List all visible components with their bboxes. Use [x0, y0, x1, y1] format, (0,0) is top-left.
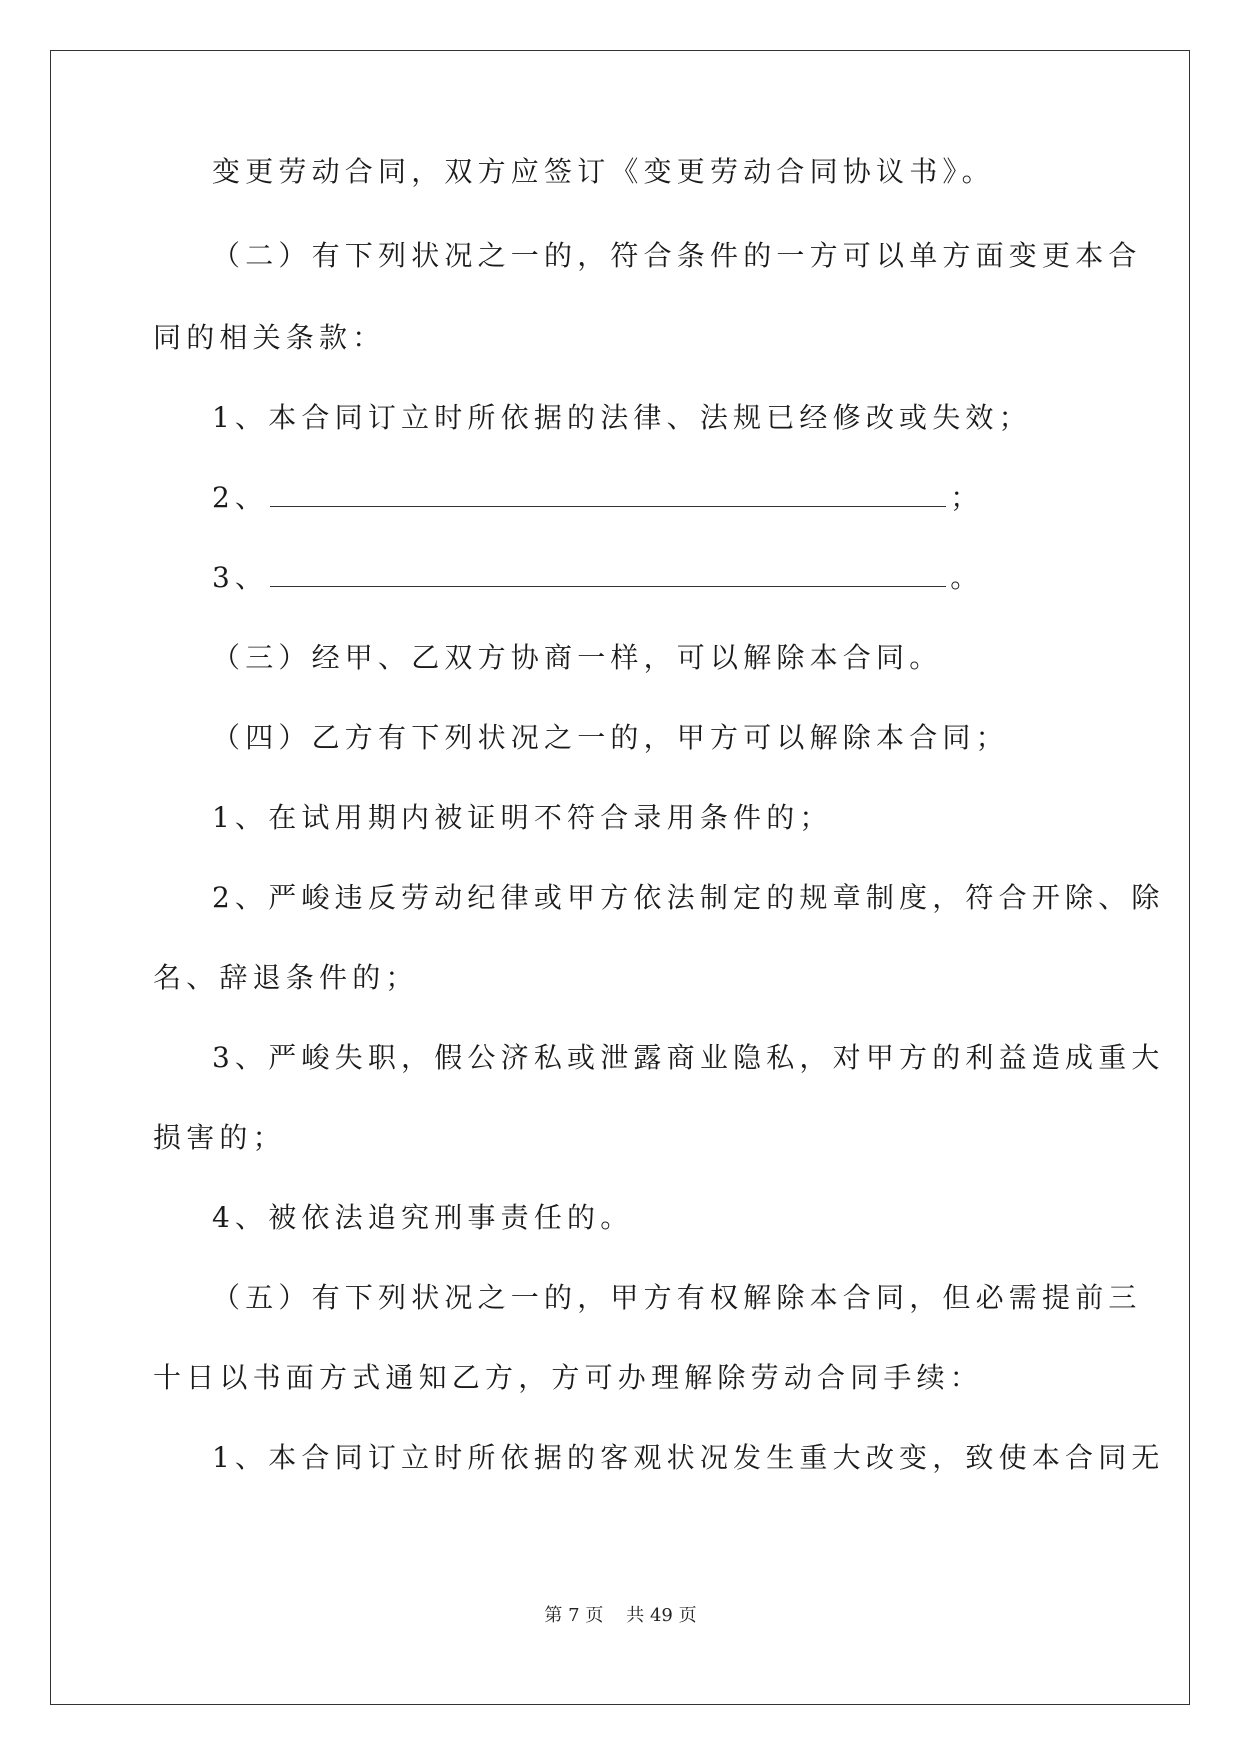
- blank-line-item: [0, 558, 1241, 598]
- text-line: （二）有下列状况之一的，符合条件的一方可以单方面变更本合: [212, 239, 1142, 272]
- text-line: 1、本合同订立时所依据的法律、法规已经修改或失效；: [212, 401, 1032, 434]
- blank-line-prefix: 3、: [212, 561, 269, 594]
- page-total: 共 49 页: [626, 1605, 697, 1626]
- text-line: 1、本合同订立时所依据的客观状况发生重大改变，致使本合同无: [212, 1441, 1165, 1474]
- blank-line-suffix: ；: [950, 481, 984, 514]
- page-footer: [0, 1604, 1241, 1628]
- text-line: 变更劳动合同，双方应签订《变更劳动合同协议书》。: [212, 155, 995, 188]
- text-line: （四）乙方有下列状况之一的，甲方可以解除本合同；: [212, 721, 1009, 754]
- text-line: （三）经甲、乙双方协商一样，可以解除本合同。: [212, 641, 943, 674]
- text-line: 损害的；: [153, 1121, 286, 1154]
- blank-line-item: [0, 478, 1241, 518]
- fill-in-blank[interactable]: [270, 560, 946, 587]
- text-line: 十日以书面方式通知乙方，方可办理解除劳动合同手续：: [153, 1361, 984, 1394]
- text-line: 3、严峻失职，假公济私或泄露商业隐私，对甲方的利益造成重大: [212, 1041, 1165, 1074]
- text-line: 名、辞退条件的；: [153, 961, 419, 994]
- page-number: 第 7 页: [544, 1605, 604, 1626]
- text-line: 4、被依法追究刑事责任的。: [212, 1201, 634, 1234]
- blank-line-prefix: 2、: [212, 481, 269, 514]
- text-line: 1、在试用期内被证明不符合录用条件的；: [212, 801, 833, 834]
- text-line: 同的相关条款：: [153, 321, 386, 354]
- fill-in-blank[interactable]: [270, 480, 946, 507]
- text-line: （五）有下列状况之一的，甲方有权解除本合同，但必需提前三: [212, 1281, 1142, 1314]
- blank-line-suffix: 。: [950, 561, 984, 594]
- text-line: 2、严峻违反劳动纪律或甲方依法制定的规章制度，符合开除、除: [212, 881, 1165, 914]
